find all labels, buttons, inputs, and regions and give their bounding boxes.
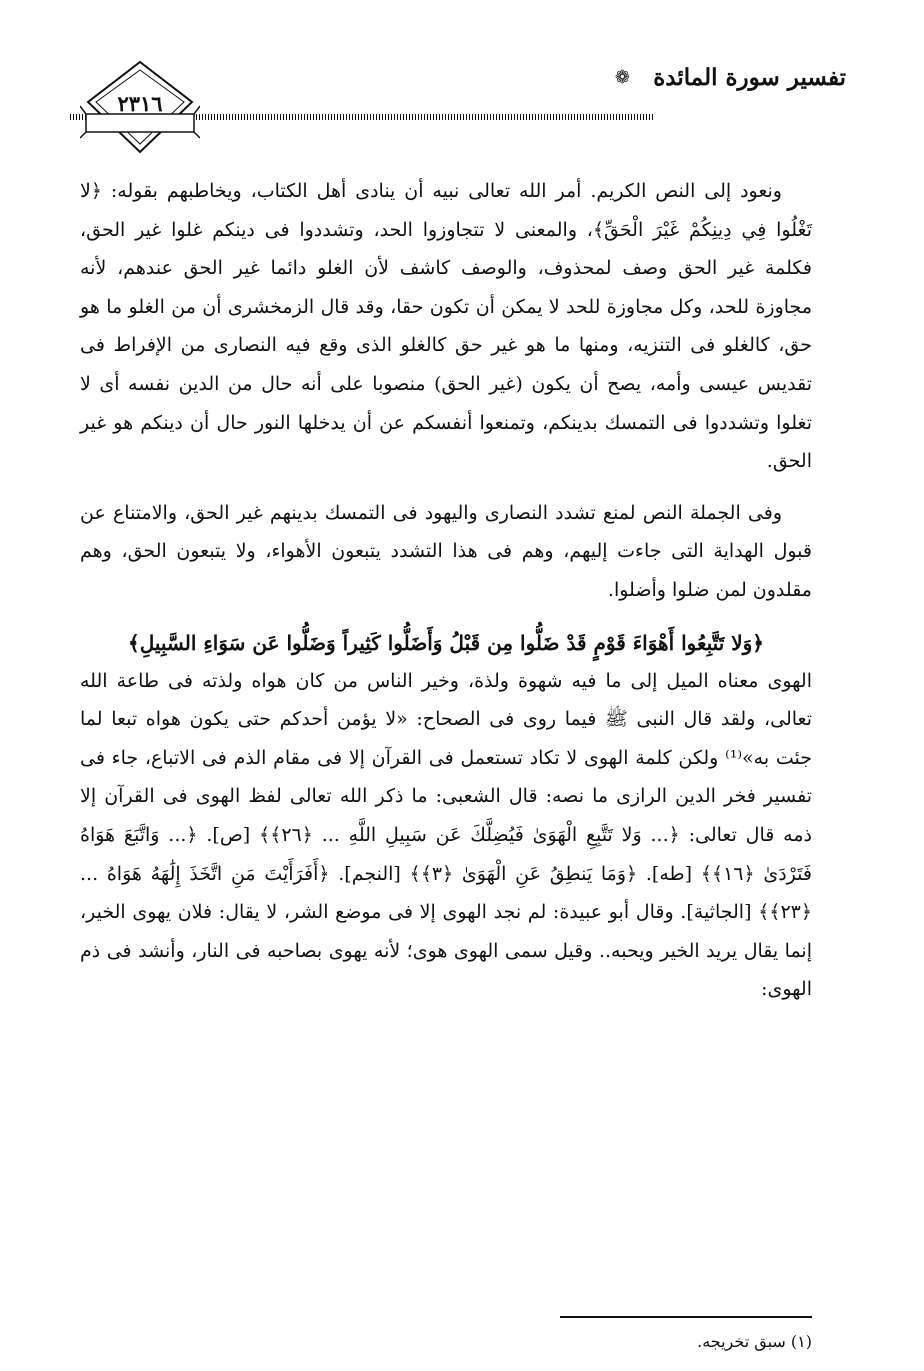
paragraph-1: ونعود إلى النص الكريم. أمر الله تعالى نبيه أن ينادى أهل الكتاب، ويخاطبهم بقوله: ﴿لا تَغْلُوا فِي دِينِكُمْ غَيْرَ الْحَقِّ﴾، والمعنى لا تتجاوزوا الحد، وتشددوا فى دينكم غلوا غير الحق، فكلمة غير الحق وصف لمحذوف، والوصف كاشف لأن الغلو دائما غير الحق عندهم، لأنه مجاوزة للحد، وكل مجاوزة للحد لا يمكن أن تكون حقا، وقد قال الزمخشرى أن من الغلو ما هو حق، كالغلو فى التنزيه، ومنها ما هو غير حق كالغلو الذى وقع فيه النصارى من الإفراط فى تقديس عيسى وأمه، يصح أن يكون (غير الحق) منصوبا على أنه حال من الدين نفسه أى لا تغلوا وتشددوا فى التمسك بدينكم، وتمنعوا أنفسكم عن أن يدخلها النور حال أن دينكم هو غير الحق. xyxy=(80,180,812,473)
ornament-icon: ❁ xyxy=(614,67,630,88)
verse-heading: ﴿وَلا تَتَّبِعُوا أَهْوَاءَ قَوْمٍ قَدْ ضَلُّوا مِن قَبْلُ وَأَضَلُّوا كَثِيراً وَضَلُّوا عَن سَوَاءِ السَّبِيلِ﴾ xyxy=(127,630,765,655)
page-number-badge xyxy=(80,58,200,158)
paragraph-2: وفى الجملة النص لمنع تشدد النصارى واليهود فى التمسك بدينهم غير الحق، والامتناع عن قبول الهداية التى جاءت إليهم، وهم فى هذا التشدد يتبعون الأهواء، ولا يتبعون الحق، وهم مقلدون لمن ضلوا وأضلوا. xyxy=(80,501,812,601)
page-number: ٢٣١٦ xyxy=(117,91,163,116)
main-text xyxy=(80,172,812,1009)
running-title: تفسير سورة المائدة xyxy=(653,64,846,91)
footnote: (١) سبق تخريجه. xyxy=(697,1332,812,1351)
page-header xyxy=(70,58,854,158)
paragraph-3: الهوى معناه الميل إلى ما فيه شهوة ولذة، وخير الناس من كان هواه ولذته فى طاعة الله تعالى، ولقد قال النبى ﷺ فيما روى فى الصحاح: «لا يؤمن أحدكم حتى يكون هواه تبعا لما جئت به»⁽¹⁾ ولكن كلمة الهوى لا تكاد تستعمل فى القرآن إلا فى مقام الذم فى الاتباع، جاء فى تفسير فخر الدين الرازى ما نصه: قال الشعبى: ما ذكر الله تعالى لفظ الهوى فى القرآن إلا ذمه قال تعالى: ﴿... وَلا تَتَّبِعِ الْهَوَىٰ فَيُضِلَّكَ عَن سَبِيلِ اللَّهِ ... ﴿٢٦﴾﴾ [ص]. ﴿... وَاتَّبَعَ هَوَاهُ فَتَرْدَىٰ ﴿١٦﴾﴾ [طه]. ﴿وَمَا يَنطِقُ عَنِ الْهَوَىٰ ﴿٣﴾﴾ [النجم]. ﴿أَفَرَأَيْتَ مَنِ اتَّخَذَ إِلَٰهَهُ هَوَاهُ ... ﴿٢٣﴾﴾ [الجاثية]. وقال أبو عبيدة: لم نجد الهوى إلا فى موضع الشر، لا يقال: فلان يهوى الخير، إنما يقال يريد الخير ويحبه.. وقيل سمى الهوى هوى؛ لأنه يهوى بصاحبه فى النار، وأنشد فى ذم الهوى: xyxy=(80,669,812,1001)
footnote-divider xyxy=(560,1316,812,1318)
